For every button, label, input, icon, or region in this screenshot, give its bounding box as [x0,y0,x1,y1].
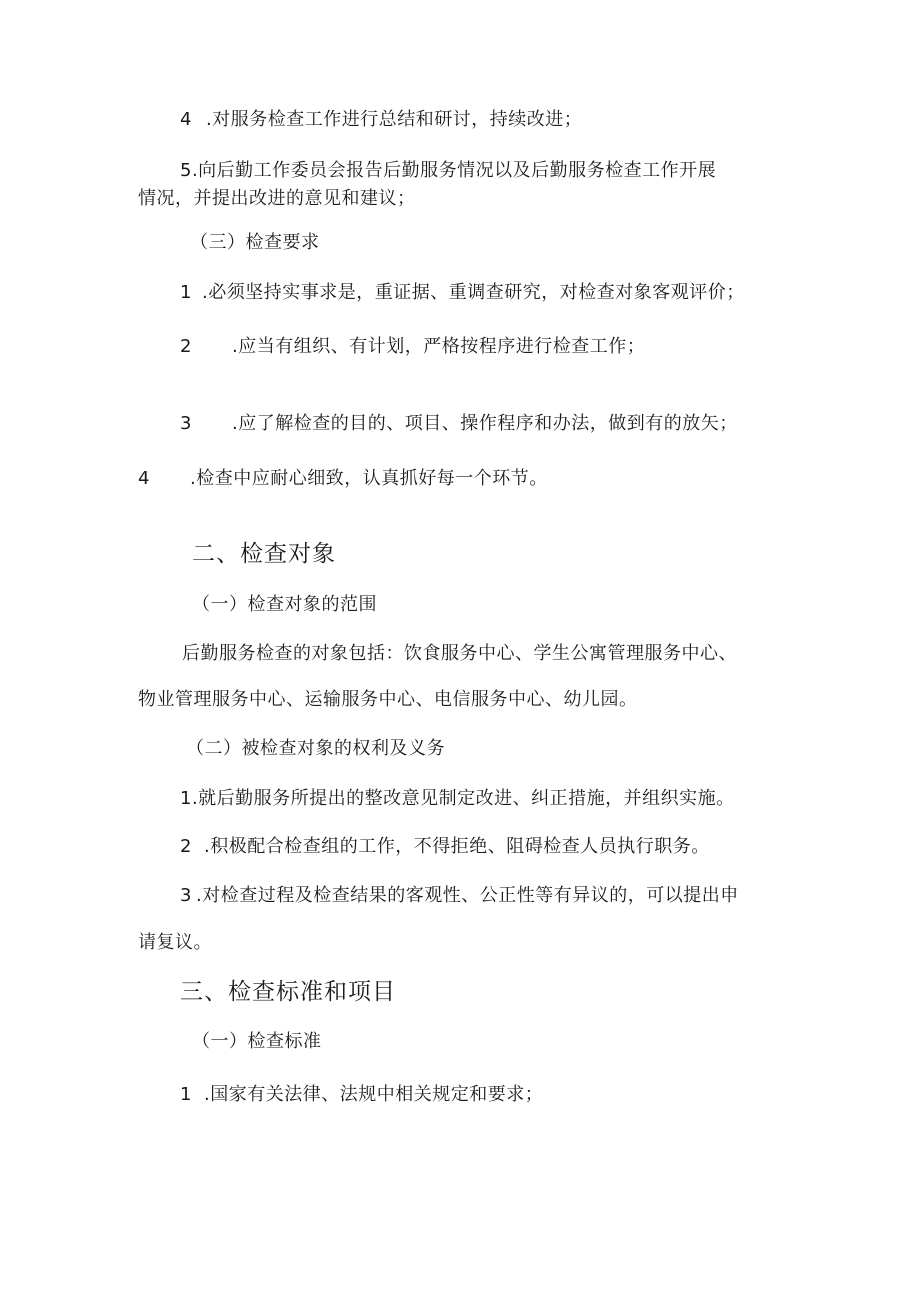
item-number: 4 [180,109,192,130]
item-text: .向后勤工作委员会报告后勤服务情况以及后勤服务检查工作开展 [191,160,717,181]
item-number: 2 [180,336,192,357]
item-text: .对检查过程及检查结果的客观性、公正性等有异议的，可以提出申 [196,885,739,906]
subsection-heading: （一）检查对象的范围 [192,594,377,615]
item-text: .必须坚持实事求是，重证据、重调查研究，对检查对象客观评价； [202,282,745,303]
section-heading: 二、检查对象 [192,541,336,567]
section-heading: 三、检查标准和项目 [180,979,396,1005]
item-text: .检查中应耐心细致，认真抓好每一个环节。 [190,468,548,489]
list-item [180,787,735,811]
item-number: 1 [180,282,192,303]
subsection-heading: （一）检查标准 [192,1031,322,1052]
list-item [180,108,582,132]
item-number: 3 [180,413,192,434]
item-number: 3 [180,885,192,906]
item-text: .应当有组织、有计划，严格按程序进行检查工作； [232,336,646,357]
item-text: .应了解检查的目的、项目、操作程序和办法，做到有的放矢； [232,413,738,434]
list-item-continuation: 情况，并提出改进的意见和建议； [138,188,416,209]
list-item [180,159,716,183]
item-number: 1 [180,1084,192,1105]
item-text: .就后勤服务所提出的整改意见制定改进、纠正措施，并组织实施。 [191,788,735,809]
list-item [180,412,738,436]
item-number: 2 [180,836,192,857]
paragraph-line: 后勤服务检查的对象包括：饮食服务中心、学生公寓管理服务中心、 [182,643,737,664]
item-number: 4 [138,468,150,489]
list-item [180,335,645,359]
item-number: 1 [180,788,192,809]
list-item-continuation: 请复议。 [138,932,212,953]
list-item [180,884,739,908]
list-item [180,1083,543,1107]
item-number: 5 [180,160,192,181]
paragraph-line: 物业管理服务中心、运输服务中心、电信服务中心、幼儿园。 [138,689,638,710]
item-text: .对服务检查工作进行总结和研讨，持续改进； [206,109,583,130]
item-text: .积极配合检查组的工作，不得拒绝、阻碍检查人员执行职务。 [204,836,710,857]
list-item [138,467,548,491]
item-text: .国家有关法律、法规中相关规定和要求； [204,1084,544,1105]
list-item [180,281,745,305]
subsection-heading: （二）被检查对象的权利及义务 [186,738,445,759]
subsection-heading: （三）检查要求 [190,232,320,253]
list-item [180,835,710,859]
